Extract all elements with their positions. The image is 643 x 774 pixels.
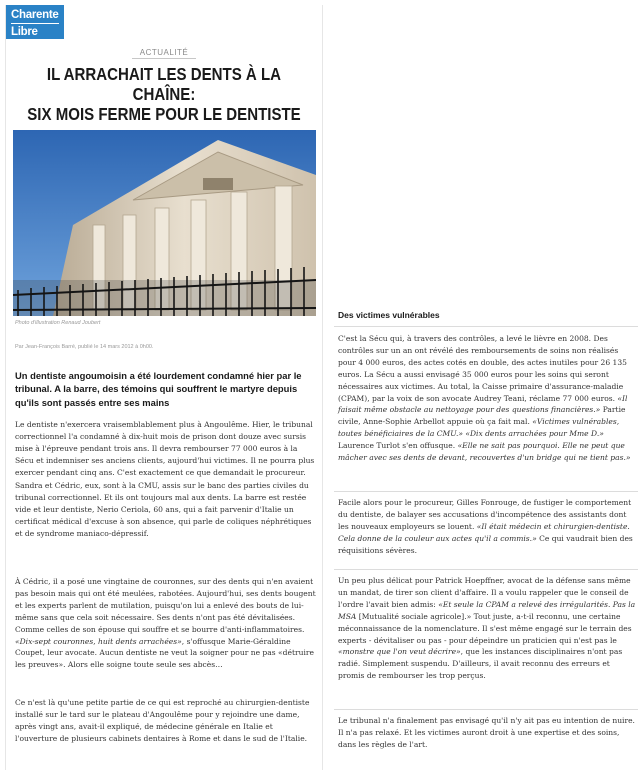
byline: Par Jean-François Barré, publié le 14 mars 2012 à 0h00. bbox=[15, 344, 154, 350]
logo-line1: Charente bbox=[11, 9, 59, 21]
paragraph: Le tribunal n'a finalement pas envisagé qu'il n'y ait pas eu intention de nuire. Il n'a pas relaxé. Et les victimes auront droit à une expertise et des soins, dans les règles de l'art. bbox=[338, 716, 635, 749]
divider bbox=[334, 709, 638, 710]
paragraph: À Cédric, il a posé une vingtaine de couronnes, sur des dents qui n'en avaient pas besoin mais qui ont été meulées, rabotées. Aujourd'hui, ses dents bougent et les experts parlent de mutilation, puisqu'on lui a enlevé des bouts de lui-même sans que cela soit nécessaire. Ses dents n'ont pas été dévitalisées. Comme celles de son épouse qui souffre et se bourre d'anti-inflammatoires. «Dix-sept couronnes, huit dents arrachées», s'offusque Marie-Géraldine Coupet, leur avocate. Aucun dentiste ne veut la soigner pour ne pas «détruire les preuves». Alors elle soigne toute seule ses abcès… bbox=[15, 577, 316, 670]
paragraph: Facile alors pour le procureur, Gilles Fonrouge, de fustiger le comportement du dentiste, de balayer ses accusations d'incompétence des assistants dont les nouveaux employeurs se louent. «Il était médecin et chirurgien-dentiste. Cela donne de la couleur aux actes qu'il a commis.» Ce qui vaudrait bien des réquisitions sévères. bbox=[338, 498, 633, 555]
divider bbox=[334, 491, 638, 492]
paragraph: Ce n'est là qu'une petite partie de ce qui est reproché au chirurgien-dentiste installé sur le tard sur le plateau d'Angoulême pour y rejoindre une dame, après vingt ans, avait-il expliqué, de médecine générale en Italie et l'ouverture de plusieurs cabinets dentaires à Rome et dans le sud de l'Italie. bbox=[15, 698, 310, 743]
category-label[interactable]: ACTUALITÉ bbox=[139, 48, 189, 57]
logo-line2: Libre bbox=[11, 26, 38, 38]
section-subheading: Des victimes vulnérables bbox=[338, 310, 440, 320]
paragraph: Sandra et Cédric, eux, sont à la CMU, assis sur le banc des parties civiles du tribunal correctionnel. Et ils ont toujours mal aux dents. La barre est restée vide et leur dentiste, Nerio Ceriola, 60 ans, qui a fait parvenir d'Italie un certificat médical d'excuse à son absence, qui parle de coliques néphrétiques et de syndrome maniaco-dépressif. bbox=[15, 481, 312, 538]
headline-line1: IL ARRACHAIT LES DENTS À LA CHAÎNE: bbox=[46, 64, 282, 104]
category-divider bbox=[132, 58, 196, 59]
photo-caption: Photo d'illustration Renaud Joubert bbox=[15, 320, 101, 326]
site-logo[interactable] bbox=[6, 5, 64, 39]
headline-line2: SIX MOIS FERME POUR LE DENTISTE bbox=[27, 104, 301, 124]
article-lead: Un dentiste angoumoisin a été lourdement condamné hier par le tribunal. A la barre, des témoins qui souffrent le martyre depuis qu'ils sont passés entre ses mains bbox=[15, 370, 302, 408]
article-photo bbox=[13, 130, 316, 316]
divider bbox=[334, 569, 638, 570]
divider bbox=[334, 326, 638, 327]
paragraph: Le dentiste n'exercera vraisemblablement plus à Angoulême. Hier, le tribunal correctionnel l'a condamné à dix-huit mois de prison dont douze avec sursis mise à l'épreuve pendant trois ans. Il devra rembourser 77 000 euros à la Sécu et indemniser ses anciens clients, aujourd'hui victimes. Il ne pourra plus exercer pendant cinq ans. C'est exactement ce que demandait le procureur. bbox=[15, 420, 315, 477]
paragraph: Un peu plus délicat pour Patrick Hoepffner, avocat de la défense sans même un mandat, de tirer son client d'affaire. Il a voulu rappeler que le conseil de l'ordre l'avait bien admis: «Et seule la CPAM a relevé des irrégularités. Pas la MSA [Mutualité sociale agricole].» Tout juste, a-t-il reconnu, une certaine méconnaissance de la nomenclature. Il s'est même engagé sur le terrain des experts - dévitaliser ou pas - pour dépeindre un praticien qui n'est pas le «monstre que l'on veut décrire», que les instances disciplinaires n'ont pas radié. Simplement suspendu. D'ailleurs, il avait reconnu des erreurs et promis de rembourser les trop perçus. bbox=[338, 576, 636, 681]
page-title bbox=[23, 64, 305, 124]
paragraph: C'est la Sécu qui, à travers des contrôles, a levé le lièvre en 2008. Des contrôles sur un an ont révélé des remboursements de soins non réalisés pour 4 000 euros, des actes cotés en double, des actes inutiles pour 26 135 euros. La Sécu a aussi envisagé 35 000 euros pour les soins qui seront nécessaires aux victimes. Au total, la Caisse primaire d'assurance-maladie (CPAM), par la voix de son avocate Audrey Teani, réclame 77 000 euros. «Il faisait même obstacle au nettoyage pour des questions financières.» Partie civile, Anne-Sophie Arbellot appuie où ça fait mal. «Victimes vulnérables, toutes bénéficiaires de la CMU.» «Dix dents arrachées pour Mme D.» Laurence Turlot s'en offusque. «Elle ne sait pas pourquoi. Elle ne peut que mâcher avec ses dents de devant, recouvertes d'un bridge qui ne tient pas.» bbox=[338, 334, 631, 463]
